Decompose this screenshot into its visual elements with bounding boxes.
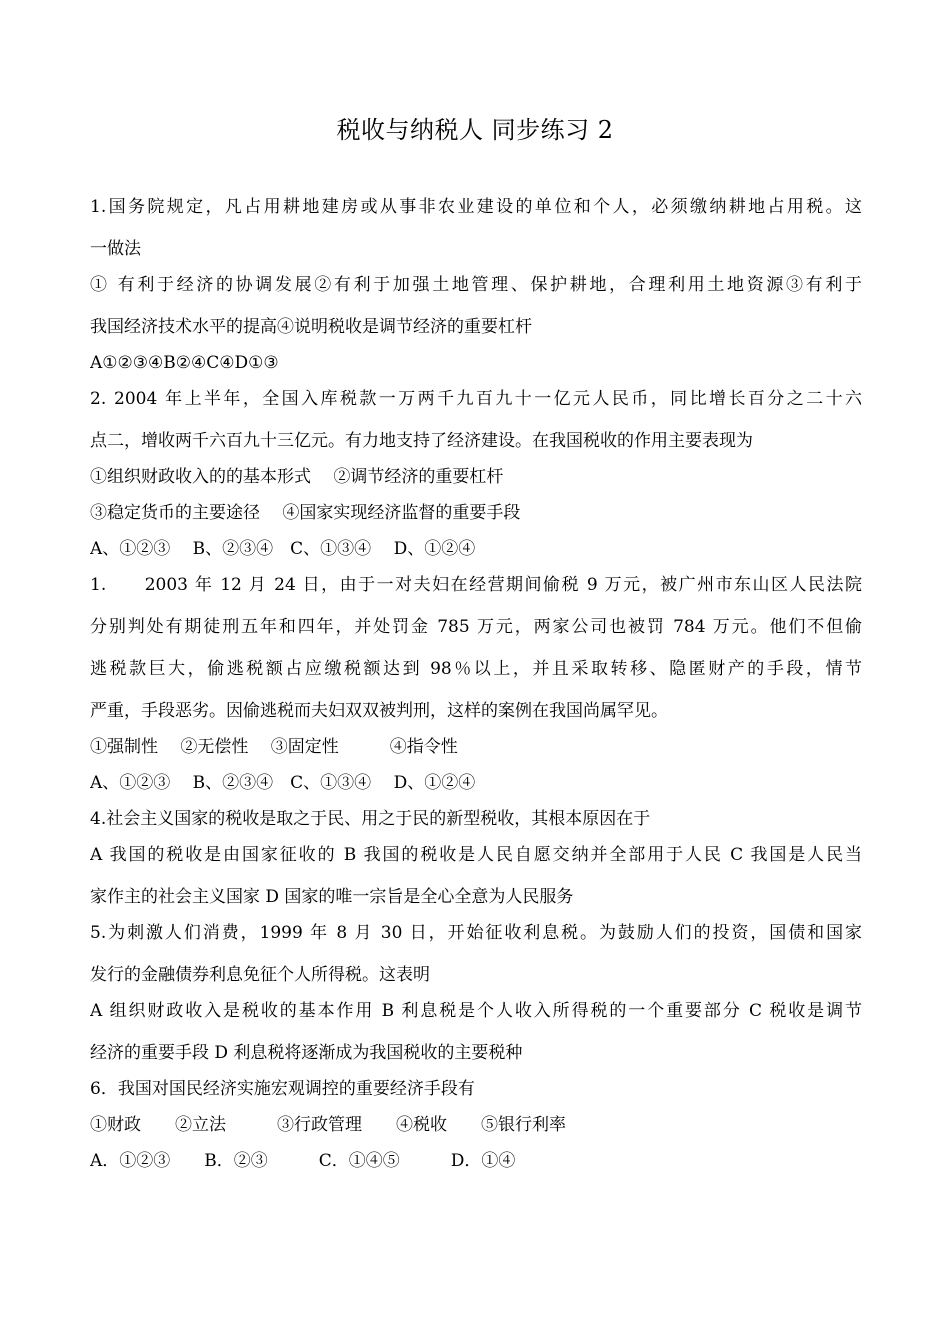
q1-statements-line-2: 我国经济技术水平的提高④说明税收是调节经济的重要杠杆 [90, 317, 532, 337]
page-title: 税收与纳税人 同步练习 2 [336, 116, 614, 144]
q3-options: A、①②③ B、②③④ C、①③④ D、①②④ [90, 773, 476, 793]
q2-statements-line-1: ①组织财政收入的的基本形式 ②调节经济的重要杠杆 [90, 467, 504, 487]
q3-statements: ①强制性 ②无偿性 ③固定性 ④指令性 [90, 737, 458, 757]
q2-stem-line-1: 2. 2004 年上半年，全国入库税款一万两千九百九十一亿元人民币，同比增长百分之二十六 [90, 389, 862, 409]
q5-stem-line-1: 5.为刺激人们消费，1999 年 8 月 30 日，开始征收利息税。为鼓励人们的投资，国债和国家 [90, 923, 862, 943]
q3-stem-line-2: 分别判处有期徒刑五年和四年，并处罚金 785 万元，两家公司也被罚 784 万元。他们不但偷 [90, 617, 862, 637]
q5-stem-line-2: 发行的金融债券利息免征个人所得税。这表明 [90, 965, 430, 985]
q3-stem-line-3: 逃税款巨大，偷逃税额占应缴税额达到 98％以上，并且采取转移、隐匿财产的手段，情节 [90, 659, 862, 679]
q5-options-line-2: 经济的重要手段 D 利息税将逐渐成为我国税收的主要税种 [90, 1043, 523, 1063]
q2-stem-line-2: 点二，增收两千六百九十三亿元。有力地支持了经济建设。在我国税收的作用主要表现为 [90, 431, 753, 451]
q1-stem-line-1: 1.国务院规定，凡占用耕地建房或从事非农业建设的单位和个人，必须缴纳耕地占用税。这 [90, 197, 862, 217]
q1-options: A①②③④B②④C④D①③ [90, 353, 279, 373]
q2-options: A、①②③ B、②③④ C、①③④ D、①②④ [90, 539, 476, 559]
q6-options: A．①②③ B．②③ C．①④⑤ D．①④ [90, 1151, 516, 1171]
q1-statements-line-1: ① 有利于经济的协调发展②有利于加强土地管理、保护耕地，合理利用土地资源③有利于 [90, 275, 862, 295]
document-body [90, 197, 862, 1171]
q3-stem-line-4: 严重，手段恶劣。因偷逃税而夫妇双双被判刑，这样的案例在我国尚属罕见。 [90, 701, 668, 721]
q6-stem: 6．我国对国民经济实施宏观调控的重要经济手段有 [90, 1079, 475, 1099]
q5-options-line-1: A 组织财政收入是税收的基本作用 B 利息税是个人收入所得税的一个重要部分 C 税收是调节 [90, 1001, 862, 1021]
q4-options-line-1: A 我国的税收是由国家征收的 B 我国的税收是人民自愿交纳并全部用于人民 C 我国是人民当 [90, 845, 862, 865]
q6-statements: ①财政 ②立法 ③行政管理 ④税收 ⑤银行利率 [90, 1115, 566, 1135]
q4-options-line-2: 家作主的社会主义国家 D 国家的唯一宗旨是全心全意为人民服务 [90, 887, 574, 907]
q2-statements-line-2: ③稳定货币的主要途径 ④国家实现经济监督的重要手段 [90, 503, 521, 523]
q4-stem: 4.社会主义国家的税收是取之于民、用之于民的新型税收，其根本原因在于 [90, 809, 651, 829]
q1-stem-line-2: 一做法 [90, 239, 141, 259]
q3-stem-line-1: 1. 2003 年 12 月 24 日，由于一对夫妇在经营期间偷税 9 万元，被广州市东山区人民法院 [90, 575, 862, 595]
